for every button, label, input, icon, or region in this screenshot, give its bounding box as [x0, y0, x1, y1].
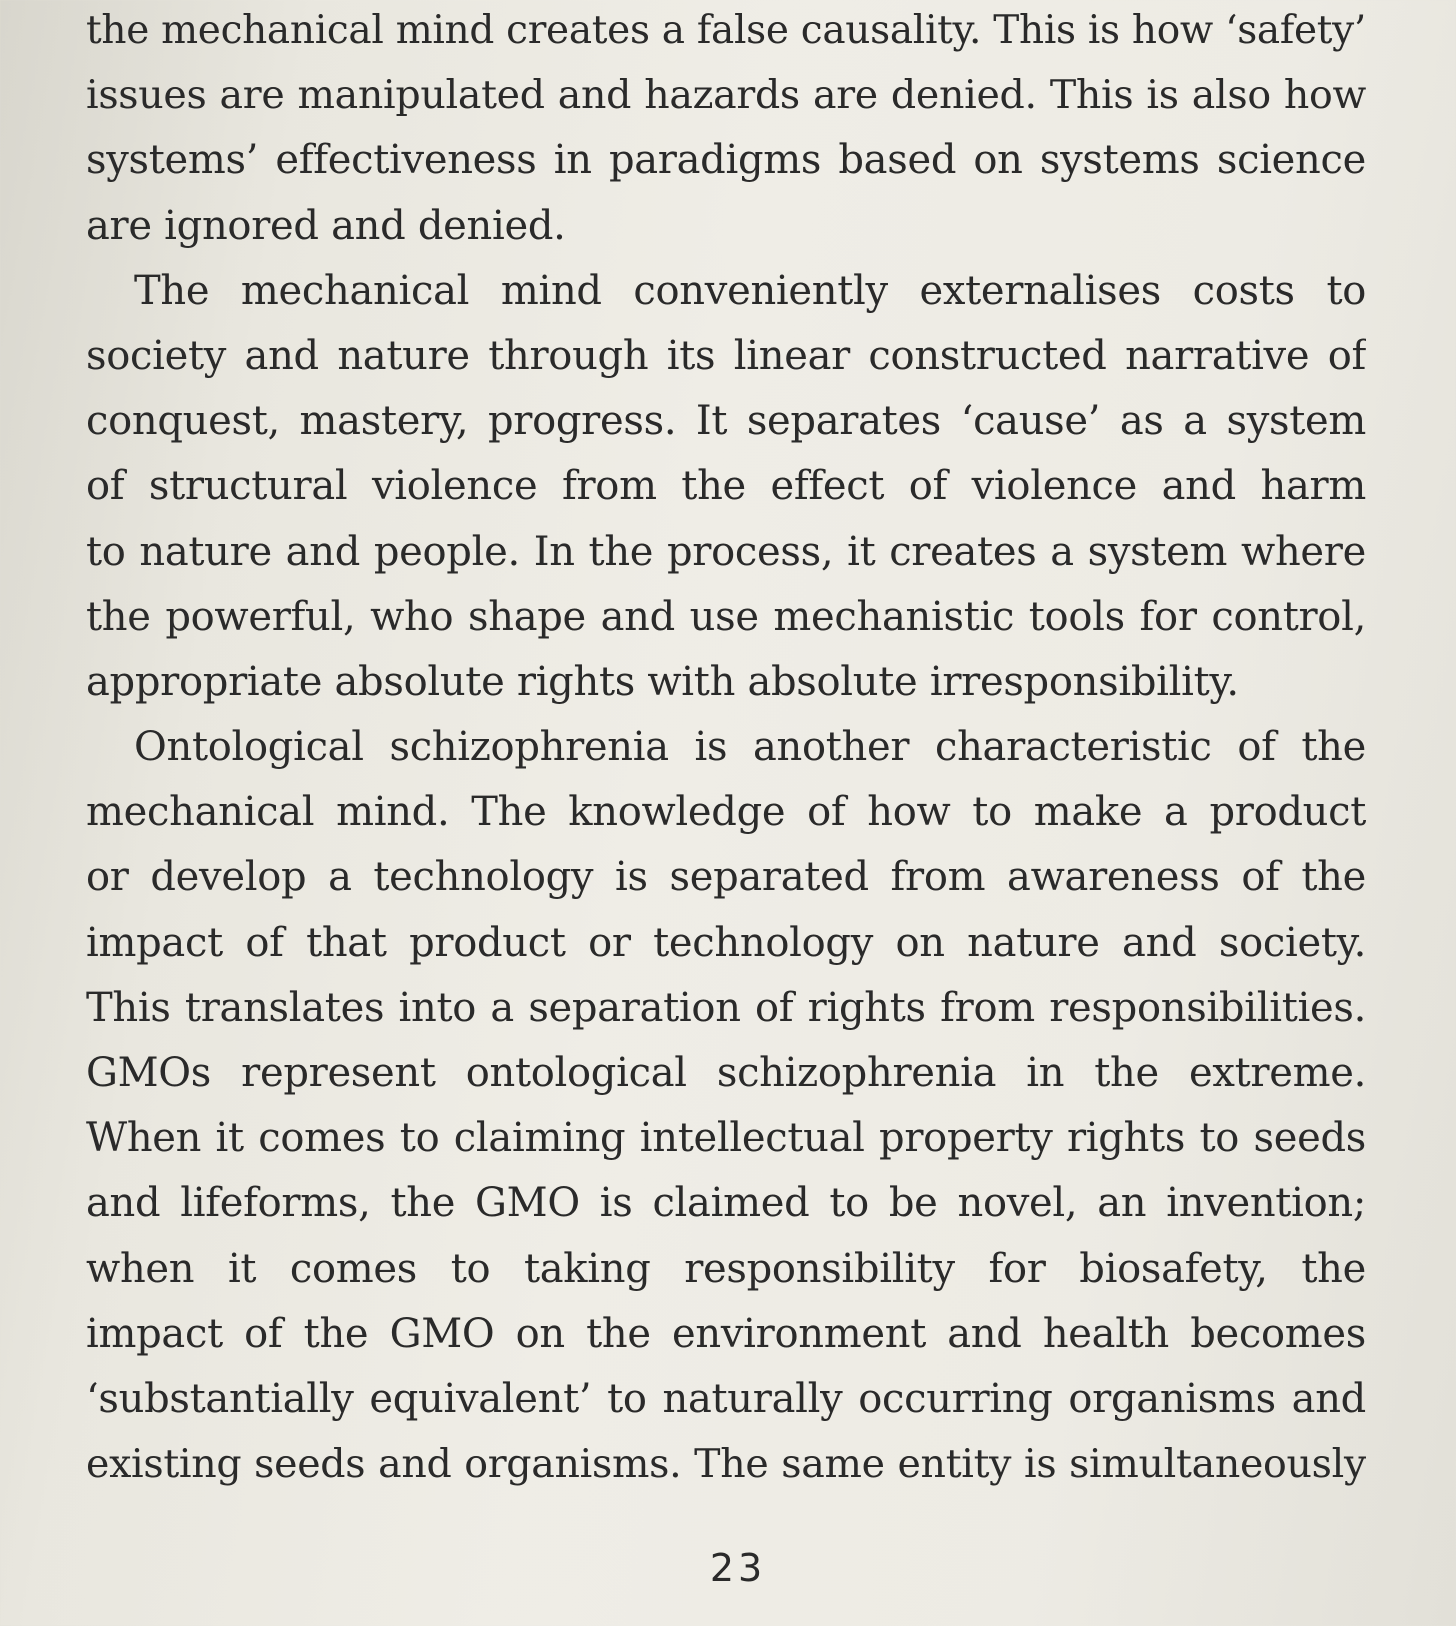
text-line: and lifeforms, the GMO is claimed to be novel, an invention; — [86, 1180, 1366, 1227]
text-line: when it comes to taking responsibility for biosafety, the — [86, 1245, 1366, 1292]
text-line: mechanical mind. The knowledge of how to make a product — [86, 789, 1366, 836]
text-line: to nature and people. In the process, it creates a system where — [86, 528, 1366, 575]
text-line: This translates into a separation of rights from responsibilities. — [86, 984, 1366, 1031]
text-line: issues are manipulated and hazards are denied. This is also how — [86, 72, 1366, 119]
text-line: When it comes to claiming intellectual property rights to seeds — [86, 1115, 1366, 1162]
text-line: appropriate absolute rights with absolute irresponsibility. — [86, 658, 1239, 705]
text-line: the powerful, who shape and use mechanistic tools for control, — [86, 593, 1366, 640]
text-line: Ontological schizophrenia is another characteristic of the — [134, 724, 1366, 771]
text-line: the mechanical mind creates a false causality. This is how ‘safety’ — [86, 8, 1366, 53]
text-line: existing seeds and organisms. The same entity is simultaneously — [86, 1441, 1366, 1488]
text-line: impact of the GMO on the environment and health becomes — [86, 1310, 1366, 1357]
text-line: impact of that product or technology on nature and society. — [86, 919, 1366, 966]
text-line: systems’ effectiveness in paradigms based on systems science — [86, 137, 1366, 184]
text-line: ‘substantially equivalent’ to naturally occurring organisms and — [86, 1375, 1366, 1422]
body-text — [86, 0, 1366, 1497]
text-line: The mechanical mind conveniently externalises costs to — [134, 267, 1366, 314]
text-line: or develop a technology is separated from awareness of the — [86, 854, 1366, 901]
text-line: conquest, mastery, progress. It separates ‘cause’ as a system — [86, 398, 1366, 445]
text-line: of structural violence from the effect of violence and harm — [86, 463, 1366, 510]
text-line: society and nature through its linear constructed narrative of — [86, 332, 1366, 379]
text-line: GMOs represent ontological schizophrenia in the extreme. — [86, 1050, 1366, 1096]
text-line: are ignored and denied. — [86, 202, 566, 249]
page-number: 23 — [709, 1546, 767, 1590]
